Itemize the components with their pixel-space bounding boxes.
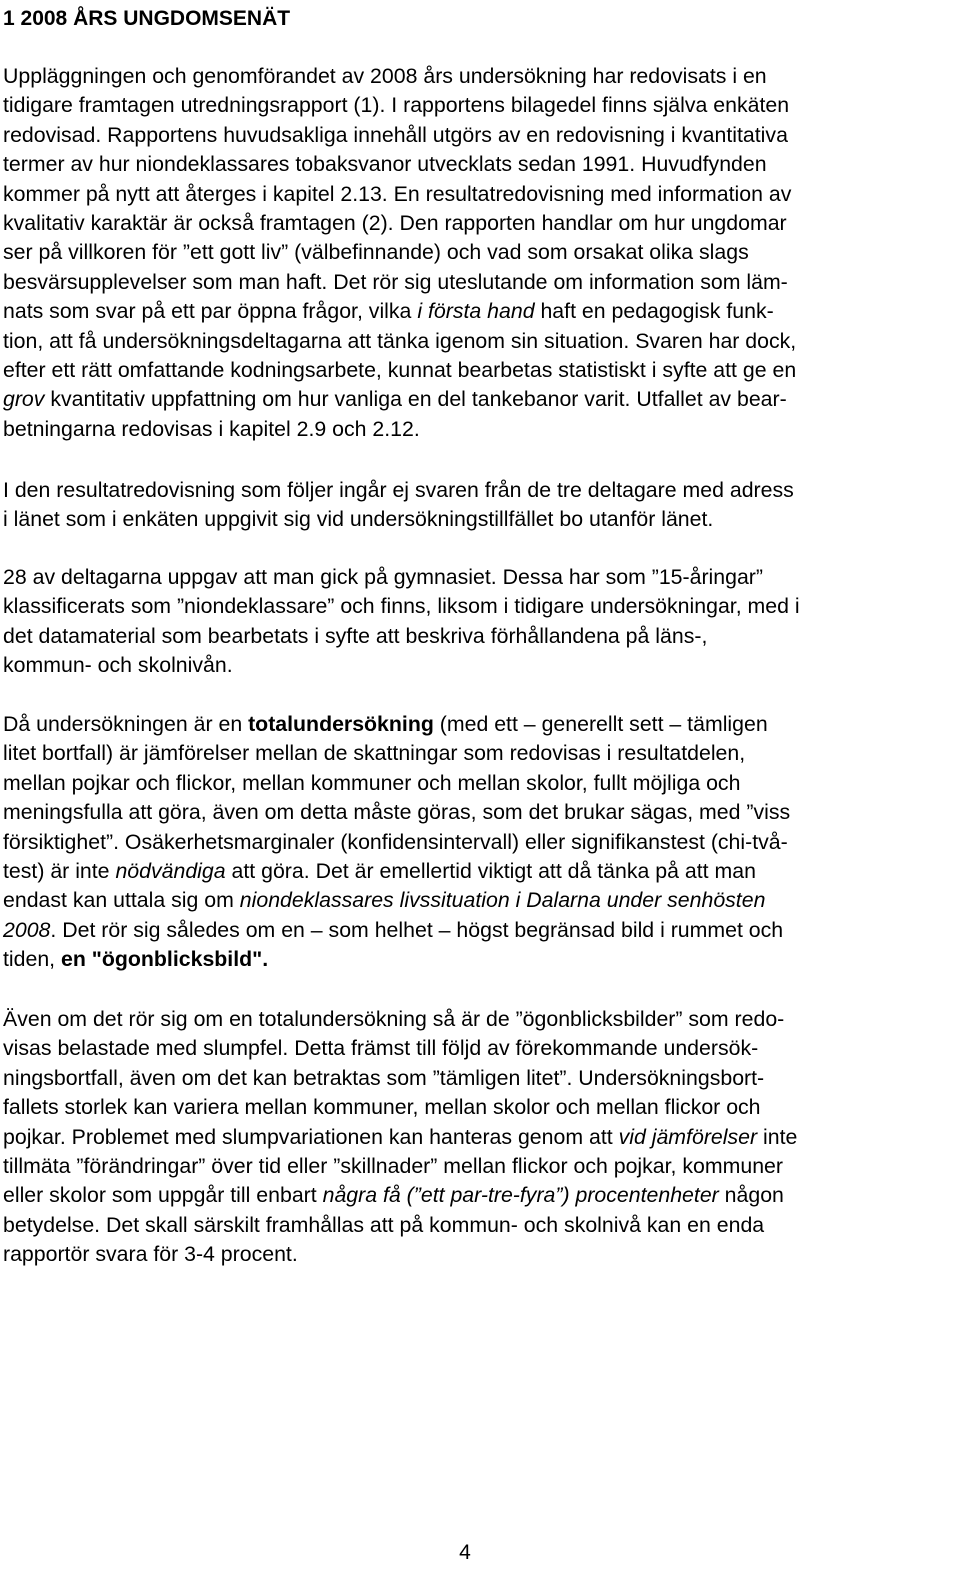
text-line: visas belastade med slumpfel. Detta främst till följd av förekommande undersök- xyxy=(3,1036,759,1061)
text-line: rapportör svara för 3-4 procent. xyxy=(3,1242,298,1267)
text-line: betydelse. Det skall särskilt framhållas att på kommun- och skolnivå kan en enda xyxy=(3,1212,765,1237)
text-line: klassificerats som ”niondeklassare” och finns, liksom i tidigare undersökningar, med i xyxy=(3,594,800,619)
text-line: ningsbortfall, även om det kan betraktas som ”tämligen litet”. Undersökningsbort- xyxy=(3,1065,765,1090)
text-line: försiktighet”. Osäkerhetsmarginaler (konfidensintervall) eller signifikanstest (chi-två- xyxy=(3,829,788,854)
text-line: tion, att få undersökningsdeltagarna att tänka igenom sin situation. Svaren har dock, xyxy=(3,328,797,353)
text-line: nats som svar på ett par öppna frågor, vilka i första hand haft en pedagogisk funk- xyxy=(3,299,774,324)
text-line: tidigare framtagen utredningsrapport (1). I rapportens bilagedel finns själva enkäten xyxy=(3,93,790,118)
text-line: pojkar. Problemet med slumpvariationen kan hanteras genom att vid jämförelser inte xyxy=(3,1124,798,1149)
text-line: eller skolor som uppgår till enbart några få (”ett par-tre-fyra”) procentenheter någon xyxy=(3,1183,784,1208)
text-line: kvalitativ karaktär är också framtagen (2). Den rapporten handlar om hur ungdomar xyxy=(3,210,787,235)
text-line: det datamaterial som bearbetats i syfte att beskriva förhållandena på läns-, xyxy=(3,623,708,648)
text-line: redovisad. Rapportens huvudsakliga innehåll utgörs av en redovisning i kvantitativa xyxy=(3,122,788,147)
text-line: ser på villkoren för ”ett gott liv” (välbefinnande) och vad som orsakat olika slags xyxy=(3,240,749,265)
bold-text: totalundersökning xyxy=(248,712,434,736)
paragraph-method xyxy=(3,62,796,444)
text-line: test) är inte nödvändiga att göra. Det är emellertid viktigt att då tänka på att man xyxy=(3,858,756,883)
paragraph-exclusions xyxy=(3,476,794,535)
text-line: kommun- och skolnivån. xyxy=(3,653,233,678)
emphasis-text: niondeklassares livssituation i Dalarna under senhösten xyxy=(239,888,766,913)
paragraph-random-error xyxy=(3,1005,797,1270)
text-line: Uppläggningen och genomförandet av 2008 års undersökning har redovisats i en xyxy=(3,64,767,88)
emphasis-text: 2008 xyxy=(3,917,51,942)
text-line: tiden, en "ögonblicksbild". xyxy=(3,947,269,972)
text-line: Då undersökningen är en totalundersökning (med ett – generellt sett – tämligen xyxy=(3,712,768,736)
text-line: mellan pojkar och flickor, mellan kommuner och mellan skolor, fullt möjliga och xyxy=(3,770,741,795)
text-line: tillmäta ”förändringar” över tid eller ”skillnader” mellan flickor och pojkar, kommuner xyxy=(3,1153,783,1178)
text-line: efter ett rätt omfattande kodningsarbete, kunnat bearbetas statistiskt i syfte att ge en xyxy=(3,357,797,382)
page-number: 4 xyxy=(459,1541,471,1564)
emphasis-text: grov xyxy=(3,387,45,412)
text-line: betningarna redovisas i kapitel 2.9 och 2.12. xyxy=(3,416,420,441)
paragraph-gymnasium xyxy=(3,563,800,681)
text-line: besvärsupplevelser som man haft. Det rör sig uteslutande om information som läm- xyxy=(3,269,788,294)
emphasis-text: vid jämförelser xyxy=(618,1124,758,1149)
text-line: fallets storlek kan variera mellan kommuner, mellan skolor och mellan flickor och xyxy=(3,1095,761,1120)
emphasis-text: några få (”ett par-tre-fyra”) procentenheter xyxy=(322,1183,719,1208)
text-line: endast kan uttala sig om niondeklassares livssituation i Dalarna under senhösten xyxy=(3,888,766,913)
bold-text: en "ögonblicksbild". xyxy=(61,947,269,972)
emphasis-text: i första hand xyxy=(417,299,535,324)
text-line: kommer på nytt att återges i kapitel 2.13. En resultatredovisning med information av xyxy=(3,181,792,206)
text-line: meningsfulla att göra, även om detta måste göras, som det brukar sägas, med ”viss xyxy=(3,800,791,825)
text-line: 2008. Det rör sig således om en – som helhet – högst begränsad bild i rummet och xyxy=(3,917,784,942)
text-line: litet bortfall) är jämförelser mellan de skattningar som redovisas i resultatdelen, xyxy=(3,741,746,766)
text-line: i länet som i enkäten uppgivit sig vid undersökningstillfället bo utanför länet. xyxy=(3,507,714,532)
section-heading: 1 2008 ÅRS UNGDOMSENÄT xyxy=(3,7,291,30)
emphasis-text: nödvändiga xyxy=(115,858,226,883)
text-line: 28 av deltagarna uppgav att man gick på gymnasiet. Dessa har som ”15-åringar” xyxy=(3,565,763,589)
text-line: termer av hur niondeklassares tobaksvanor utvecklats sedan 1991. Huvudfynden xyxy=(3,152,767,177)
text-line: grov kvantitativ uppfattning om hur vanliga en del tankebanor varit. Utfallet av bear- xyxy=(3,387,787,412)
text-line: Även om det rör sig om en totalundersökning så är de ”ögonblicksbilder” som redo- xyxy=(3,1007,785,1031)
text-line: I den resultatredovisning som följer ingår ej svaren från de tre deltagare med adress xyxy=(3,478,794,502)
paragraph-total-survey xyxy=(3,710,790,975)
